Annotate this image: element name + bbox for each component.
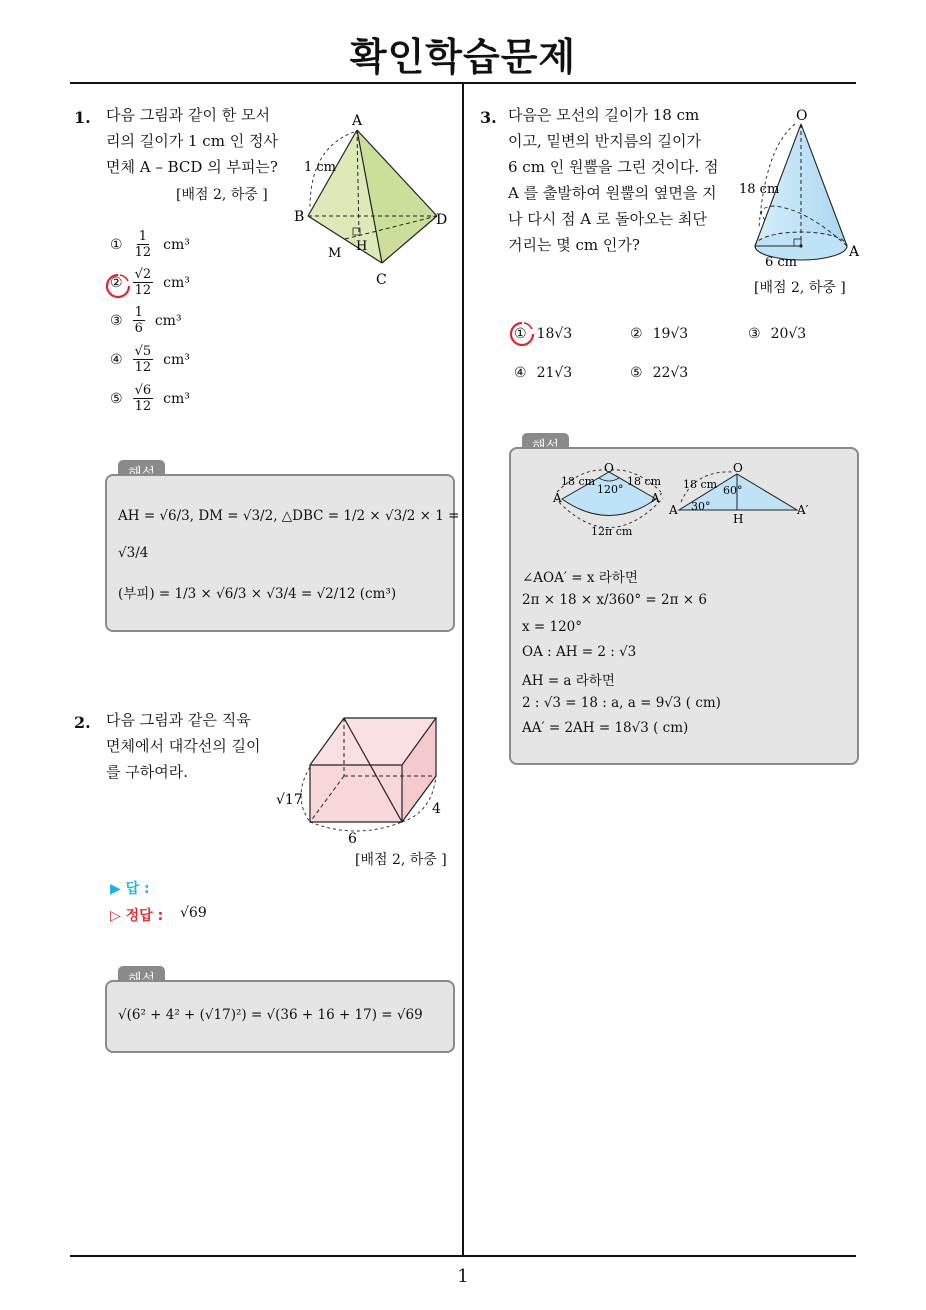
page-title: 확인학습문제 xyxy=(349,35,577,79)
q3-text-line: 6 cm 인 원뿔을 그린 것이다. 점 xyxy=(508,158,719,176)
q2-text xyxy=(106,707,276,785)
sol-label-A2: A xyxy=(669,503,678,517)
frac-den: 6 xyxy=(134,321,143,336)
q3-text-line: 거리는 몇 cm 인가? xyxy=(508,236,640,254)
q2-cuboid-figure xyxy=(272,712,457,852)
choice-mark: ③ xyxy=(110,312,123,329)
q3-text-line: 이고, 밑변의 반지름의 길이가 xyxy=(508,132,701,150)
label-radius: 6 cm xyxy=(765,255,798,270)
sol-label-O2: O xyxy=(733,462,743,475)
sol-label-A-prime: A′ xyxy=(651,491,663,505)
q3-text-line: 다음은 모선의 길이가 18 cm xyxy=(508,106,700,124)
q2-score: [배점 2, 하중 ] xyxy=(355,852,447,868)
q1-choice-5[interactable] xyxy=(110,383,190,414)
choice-mark: ① xyxy=(514,326,527,342)
q3-choice-5[interactable] xyxy=(630,365,688,381)
q3-choice-3[interactable] xyxy=(748,326,806,342)
q2-number: 2. xyxy=(74,713,91,732)
q1-number: 1. xyxy=(74,108,91,127)
q1-text-line: 다음 그림과 같이 한 모서 xyxy=(106,106,270,124)
choice-mark: ② xyxy=(110,274,123,291)
q3-solution-line: AA′ = 2AH = 18√3 ( cm) xyxy=(522,720,689,736)
frac-num: √2 xyxy=(134,267,152,282)
frac-num: √5 xyxy=(134,344,152,359)
choice-fraction xyxy=(133,267,154,298)
choice-mark: ② xyxy=(630,326,643,342)
bottom-rule xyxy=(70,1255,856,1257)
frac-num: 1 xyxy=(134,305,143,320)
q1-solution-box xyxy=(105,474,455,632)
sol-label-60: 60° xyxy=(723,484,743,497)
choice-unit: cm³ xyxy=(163,236,190,253)
q1-answer-circle-mark xyxy=(104,272,132,300)
label-side-c: 4 xyxy=(432,801,441,817)
choice-fraction xyxy=(133,229,154,260)
q1-score: [배점 2, 하중 ] xyxy=(176,187,268,203)
label-H: H xyxy=(356,239,368,254)
q3-text-line: A 를 출발하여 원뿔의 옆면을 지 xyxy=(508,184,717,202)
choice-unit: cm³ xyxy=(163,274,190,291)
choice-fraction xyxy=(133,344,154,375)
label-M: M xyxy=(328,246,342,261)
sol-label-angle: 120° xyxy=(597,483,624,496)
frac-den: 12 xyxy=(134,283,152,298)
q1-solution-line: AH = √6/3, DM = √3/2, △DBC = 1/2 × √3/2 × 1 = xyxy=(118,508,460,524)
q3-solution-line: OA : AH = 2 : √3 xyxy=(522,644,637,660)
choice-unit: cm³ xyxy=(154,312,182,329)
q3-solution-line: 2 : √3 = 18 : a, a = 9√3 ( cm) xyxy=(522,695,721,711)
q3-text xyxy=(508,102,723,258)
q3-text-line: 나 다시 점 A 로 돌아오는 최단 xyxy=(508,210,707,228)
sol-label-O: O xyxy=(604,462,614,475)
choice-mark: ⑤ xyxy=(110,390,123,407)
q3-choice-4[interactable] xyxy=(514,365,572,381)
q1-text-line: 면체 A – BCD 의 부피는? xyxy=(106,158,278,176)
sol-label-A-prime2: A′ xyxy=(797,503,809,517)
q2-correct-value: √69 xyxy=(180,905,207,921)
q1-solution-line: √3/4 xyxy=(118,545,149,561)
choice-value: 20√3 xyxy=(770,326,807,342)
page-number: 1 xyxy=(457,1266,469,1287)
choice-mark: ④ xyxy=(514,365,527,381)
sol-label-H: H xyxy=(733,512,744,526)
choice-mark: ① xyxy=(110,236,123,253)
label-O: O xyxy=(796,108,808,124)
frac-den: 12 xyxy=(134,245,152,260)
choice-value: 18√3 xyxy=(536,326,573,342)
q1-text-line: 리의 길이가 1 cm 인 정사 xyxy=(106,132,278,150)
q2-answer-label: ▶ 답 : xyxy=(110,881,150,897)
choice-mark: ⑤ xyxy=(630,365,643,381)
frac-num: √6 xyxy=(134,383,152,398)
q2-text-line: 다음 그림과 같은 직육 xyxy=(106,711,251,729)
q1-choice-1[interactable] xyxy=(110,229,190,260)
q1-choice-3[interactable] xyxy=(110,305,182,336)
q1-text xyxy=(106,102,286,180)
label-slant: 18 cm xyxy=(739,182,780,197)
choice-mark: ③ xyxy=(748,326,761,342)
frac-num: 1 xyxy=(138,229,147,244)
sol-label-arc: 12π cm xyxy=(591,525,633,538)
sol-label-l1: 18 cm xyxy=(561,475,596,488)
q2-text-line: 면체에서 대각선의 길이 xyxy=(106,737,261,755)
q2-solution-line: √(6² + 4² + (√17)²) = √(36 + 16 + 17) = √69 xyxy=(118,1007,423,1023)
q2-correct-label: ▷ 정답 : xyxy=(110,908,164,924)
frac-den: 12 xyxy=(134,360,152,375)
q3-solution-figure xyxy=(545,462,825,540)
choice-unit: cm³ xyxy=(163,351,190,368)
sol-label-30: 30° xyxy=(691,500,711,513)
choice-unit: cm³ xyxy=(163,390,190,407)
label-A: A xyxy=(352,113,363,129)
q3-choice-2[interactable] xyxy=(630,326,688,342)
sol-label-l2: 18 cm xyxy=(627,475,662,488)
choice-value: 22√3 xyxy=(652,365,689,381)
q1-choice-4[interactable] xyxy=(110,344,190,375)
sol-label-l3: 18 cm xyxy=(683,478,718,491)
q2-text-line: 를 구하여라. xyxy=(106,763,188,781)
frac-den: 12 xyxy=(134,399,152,414)
cuboid-front xyxy=(310,765,402,822)
choice-fraction xyxy=(133,383,154,414)
q3-score: [배점 2, 하중 ] xyxy=(754,280,846,296)
q3-solution-line: AH = a 라하면 xyxy=(522,673,615,689)
q3-number: 3. xyxy=(480,108,497,127)
q3-cone-figure xyxy=(735,108,865,276)
choice-value: 21√3 xyxy=(536,365,573,381)
sol-label-A: A xyxy=(553,491,562,505)
label-A: A xyxy=(849,244,860,260)
q3-solution-line: ∠AOA′ = x 라하면 xyxy=(522,570,638,586)
label-C: C xyxy=(376,272,387,288)
choice-value: 19√3 xyxy=(652,326,689,342)
q3-solution-line: 2π × 18 × x/360° = 2π × 6 xyxy=(522,592,707,608)
q1-tetrahedron-figure xyxy=(290,108,460,293)
label-D: D xyxy=(436,212,448,228)
label-side-a: √17 xyxy=(276,792,303,808)
column-divider xyxy=(462,84,464,1256)
choice-mark: ④ xyxy=(110,351,123,368)
q3-solution-line: x = 120° xyxy=(522,619,583,635)
q1-solution-line: (부피) = 1/3 × √6/3 × √3/4 = √2/12 (cm³) xyxy=(118,586,397,602)
q3-answer-circle-mark xyxy=(508,320,536,348)
label-side-b: 6 xyxy=(348,831,357,847)
label-B: B xyxy=(294,209,305,225)
choice-fraction xyxy=(133,305,145,336)
label-edge: 1 cm xyxy=(304,160,337,175)
